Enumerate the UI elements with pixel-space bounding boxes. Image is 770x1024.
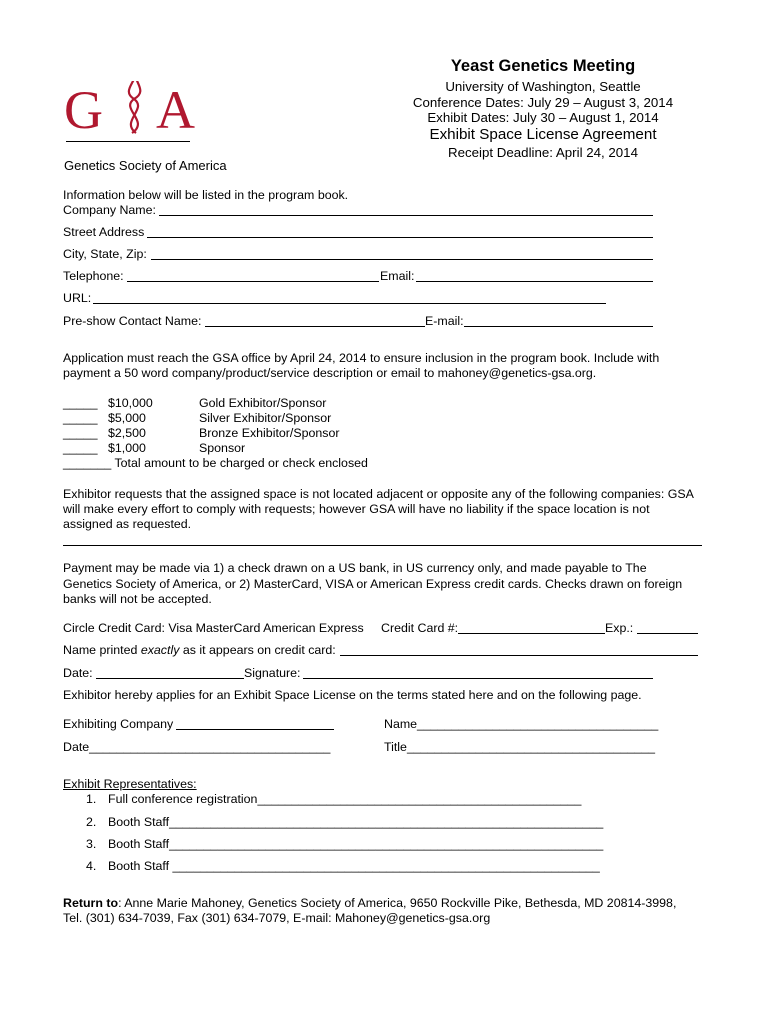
exhibitor-requests-line3: assigned as requested. bbox=[63, 517, 192, 531]
rep-field[interactable]: Full conference registration_______________________________________________ bbox=[108, 792, 582, 806]
tier-label: Sponsor bbox=[199, 441, 246, 455]
exp-field[interactable] bbox=[637, 633, 698, 634]
rep-number: 2. bbox=[86, 815, 97, 829]
title-field[interactable]: Title____________________________________ bbox=[384, 740, 656, 754]
circle-credit-card-label: Circle Credit Card: Visa MasterCard American Express bbox=[63, 621, 364, 635]
application-text-line2: payment a 50 word company/product/service description or email to mahoney@genetics-gsa.org. bbox=[63, 366, 597, 380]
tier-amount: $1,000 bbox=[108, 441, 146, 455]
rep-field[interactable]: Booth Staff_______________________________________________________________ bbox=[108, 815, 604, 829]
tier-label: Gold Exhibitor/Sponsor bbox=[199, 396, 327, 410]
name-printed-before: Name printed bbox=[63, 643, 141, 657]
exhibiting-company-label: Exhibiting Company bbox=[63, 717, 174, 731]
name-printed-field[interactable] bbox=[340, 655, 698, 656]
url-field[interactable] bbox=[93, 303, 606, 304]
tier-blank[interactable]: _____ bbox=[63, 396, 98, 410]
payment-text-line1: Payment may be made via 1) a check drawn on a US bank, in US currency only, and made payable to The bbox=[63, 561, 647, 575]
contact-email-field[interactable] bbox=[464, 326, 653, 327]
company-name-field[interactable] bbox=[159, 215, 653, 216]
logo-underline bbox=[66, 141, 190, 142]
exhibitor-requests-line2: will make every effort to comply with requests; however GSA will have no liability if the space location is not bbox=[63, 502, 650, 516]
logo-letter-a: A bbox=[156, 81, 195, 137]
payment-text-line2: Genetics Society of America, or 2) MasterCard, VISA or American Express credit cards. Checks drawn on foreign bbox=[63, 577, 683, 591]
street-address-label: Street Address bbox=[63, 225, 145, 239]
form-title: Exhibit Space License Agreement bbox=[429, 126, 657, 143]
url-label: URL: bbox=[63, 291, 92, 305]
telephone-field[interactable] bbox=[127, 281, 379, 282]
tier-label: Bronze Exhibitor/Sponsor bbox=[199, 426, 340, 440]
exhibitor-requests-field[interactable] bbox=[63, 545, 702, 546]
date-label: Date: bbox=[63, 666, 93, 680]
return-line1 bbox=[63, 896, 676, 911]
contact-email-label: E-mail: bbox=[425, 314, 464, 328]
gsa-logo bbox=[64, 81, 214, 137]
name-field[interactable]: Name___________________________________ bbox=[384, 717, 659, 731]
tier-blank[interactable]: _____ bbox=[63, 426, 98, 440]
tier-amount: $2,500 bbox=[108, 426, 146, 440]
rep-number: 3. bbox=[86, 837, 97, 851]
rep-number: 4. bbox=[86, 859, 97, 873]
return-address: : Anne Marie Mahoney, Genetics Society of America, 9650 Rockville Pike, Bethesda, MD 20814-3998, bbox=[118, 896, 677, 910]
receipt-deadline: Receipt Deadline: April 24, 2014 bbox=[448, 145, 638, 160]
credit-card-number-field[interactable] bbox=[458, 633, 605, 634]
intro-text: Information below will be listed in the program book. bbox=[63, 188, 349, 202]
rep-field[interactable]: Booth Staff_______________________________________________________________ bbox=[108, 837, 604, 851]
gsa-logo-graphic bbox=[64, 81, 214, 137]
email-label: Email: bbox=[380, 269, 415, 283]
reps-heading: Exhibit Representatives: bbox=[63, 777, 197, 791]
rep-field[interactable]: Booth Staff ______________________________________________________________ bbox=[108, 859, 600, 873]
tier-blank[interactable]: _____ bbox=[63, 411, 98, 425]
city-state-zip-field[interactable] bbox=[151, 259, 653, 260]
applies-text: Exhibitor hereby applies for an Exhibit Space License on the terms stated here and on the following page. bbox=[63, 688, 642, 702]
date-field[interactable] bbox=[96, 678, 244, 679]
email-field[interactable] bbox=[416, 281, 653, 282]
telephone-label: Telephone: bbox=[63, 269, 124, 283]
dna-helix-icon bbox=[129, 81, 142, 133]
rep-number: 1. bbox=[86, 792, 97, 806]
meeting-title: Yeast Genetics Meeting bbox=[450, 57, 636, 75]
application-text-line1: Application must reach the GSA office by April 24, 2014 to ensure inclusion in the program book. Include with bbox=[63, 351, 660, 365]
conference-dates: Conference Dates: July 29 – August 3, 2014 bbox=[412, 95, 674, 110]
tier-amount: $5,000 bbox=[108, 411, 146, 425]
exhibitor-requests-line1: Exhibitor requests that the assigned space is not located adjacent or opposite any of the following companies: GSA bbox=[63, 487, 694, 501]
contact-name-label: Pre-show Contact Name: bbox=[63, 314, 202, 328]
exhibiting-company-field[interactable] bbox=[176, 729, 334, 730]
logo-letter-g: G bbox=[64, 81, 103, 137]
tier-blank[interactable]: _____ bbox=[63, 441, 98, 455]
return-label: Return to bbox=[63, 896, 119, 910]
name-printed-emphasis: exactly bbox=[140, 643, 180, 657]
company-name-label: Company Name: bbox=[63, 203, 156, 217]
org-name: Genetics Society of America bbox=[64, 158, 227, 173]
name-printed-label bbox=[63, 643, 336, 658]
date2-field[interactable]: Date___________________________________ bbox=[63, 740, 331, 754]
venue: University of Washington, Seattle bbox=[445, 79, 641, 94]
return-line2: Tel. (301) 634-7039, Fax (301) 634-7079, E-mail: Mahoney@genetics-gsa.org bbox=[63, 911, 491, 925]
contact-name-field[interactable] bbox=[205, 326, 425, 327]
tier-label: Silver Exhibitor/Sponsor bbox=[199, 411, 332, 425]
exp-label: Exp.: bbox=[605, 621, 634, 635]
exhibit-dates: Exhibit Dates: July 30 – August 1, 2014 bbox=[427, 110, 659, 125]
signature-field[interactable] bbox=[303, 678, 653, 679]
city-state-zip-label: City, State, Zip: bbox=[63, 247, 147, 261]
signature-label: Signature: bbox=[244, 666, 301, 680]
name-printed-after: as it appears on credit card: bbox=[179, 643, 336, 657]
payment-text-line3: banks will not be accepted. bbox=[63, 592, 212, 606]
total-amount-line[interactable]: _______ Total amount to be charged or check enclosed bbox=[63, 456, 368, 470]
street-address-field[interactable] bbox=[147, 237, 653, 238]
credit-card-number-label: Credit Card #: bbox=[381, 621, 459, 635]
tier-amount: $10,000 bbox=[108, 396, 153, 410]
